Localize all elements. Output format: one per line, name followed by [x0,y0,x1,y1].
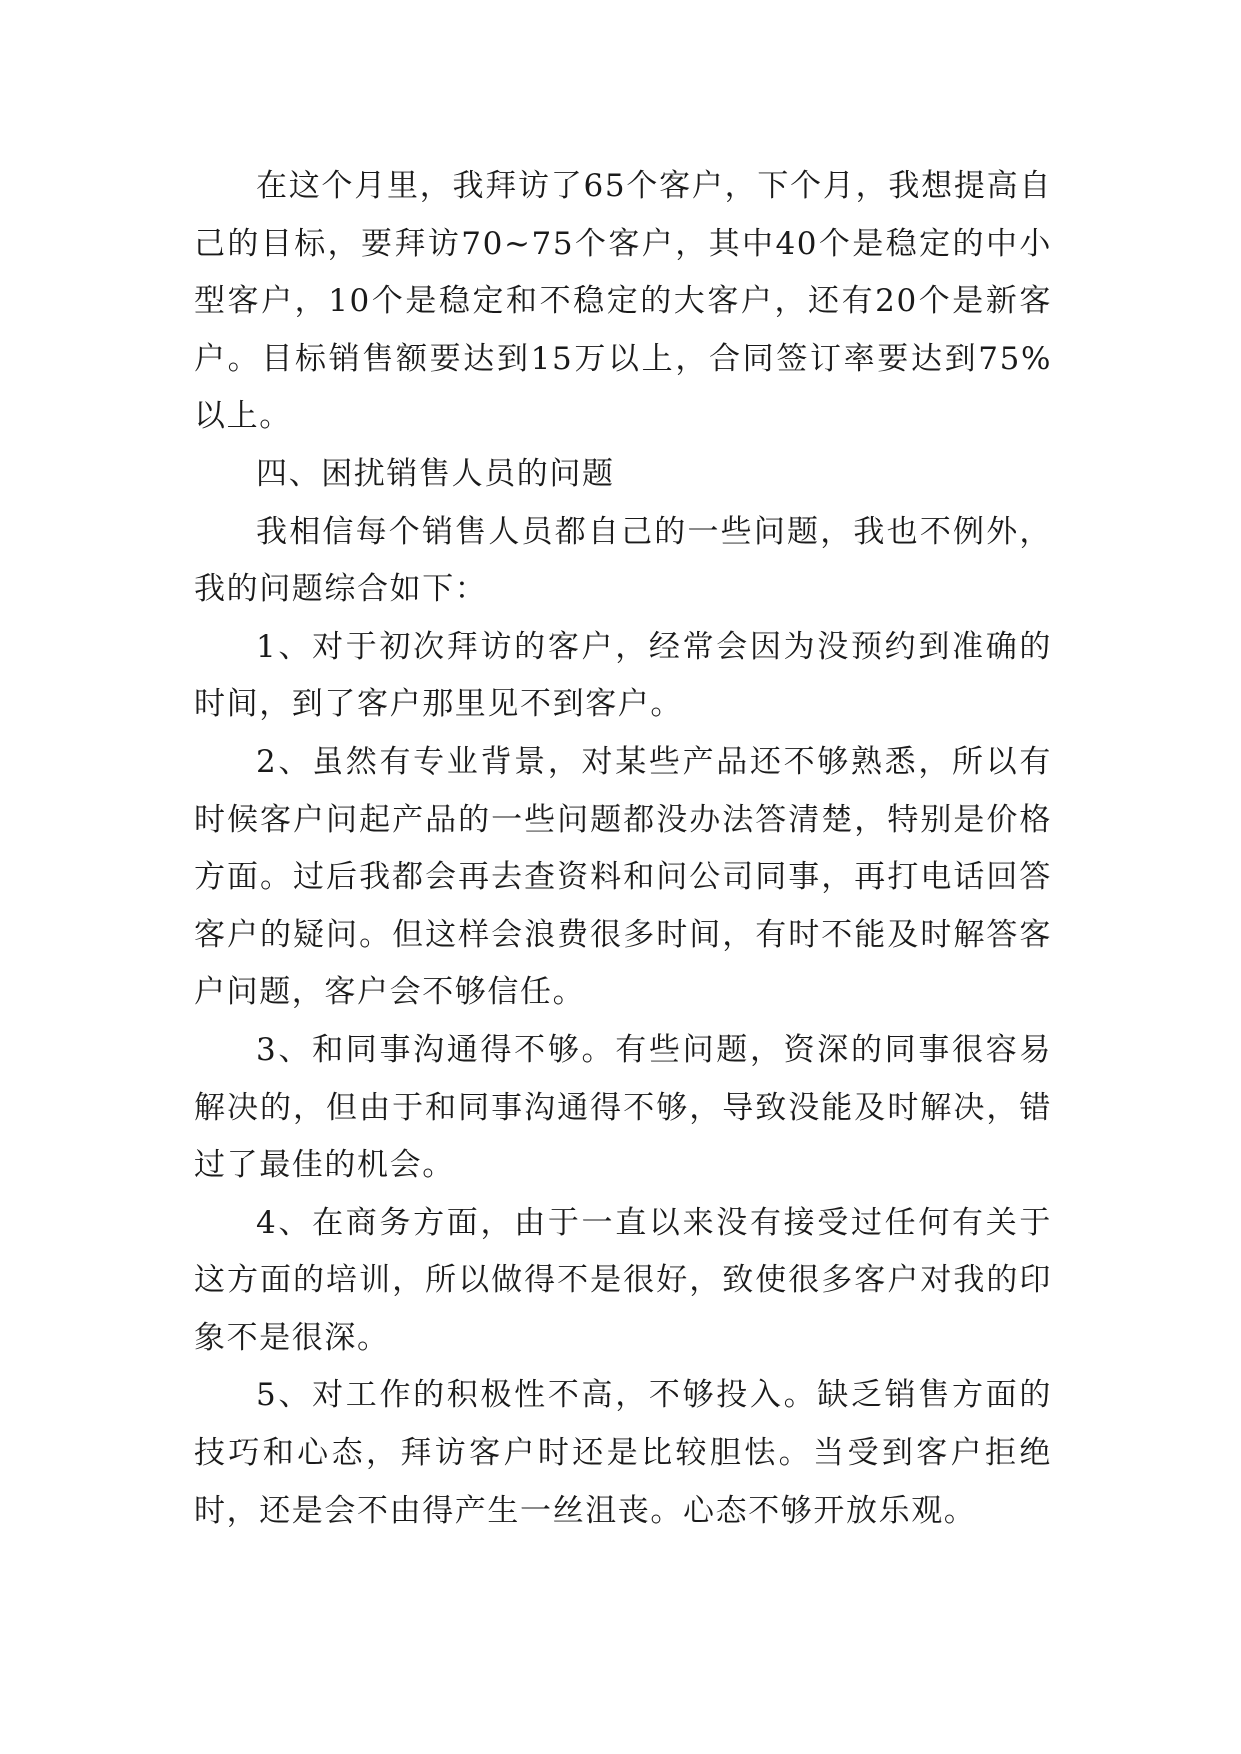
document-body [194,158,1052,1540]
list-item-problem-3: 3、和同事沟通得不够。有些问题，资深的同事很容易解决的，但由于和同事沟通得不够，导致没能及时解决，错过了最佳的机会。 [194,1031,1052,1184]
list-item-problem-4: 4、在商务方面，由于一直以来没有接受过任何有关于这方面的培训，所以做得不是很好，致使很多客户对我的印象不是很深。 [194,1204,1052,1356]
list-item-problem-1: 1、对于初次拜访的客户，经常会因为没预约到准确的时间，到了客户那里见不到客户。 [194,628,1052,723]
paragraph-intro-problems: 我相信每个销售人员都自己的一些问题，我也不例外，我的问题综合如下： [194,513,1052,608]
list-item-problem-5: 5、对工作的积极性不高，不够投入。缺乏销售方面的技巧和心态，拜访客户时还是比较胆怯。当受到客户拒绝时，还是会不由得产生一丝沮丧。心态不够开放乐观。 [194,1377,1052,1529]
list-item-problem-2: 2、虽然有专业背景，对某些产品还不够熟悉，所以有时候客户问起产品的一些问题都没办法答清楚，特别是价格方面。过后我都会再去查资料和问公司同事，再打电话回答客户的疑问。但这样会浪费很多时间，有时不能及时解答客户问题，客户会不够信任。 [194,743,1052,1011]
paragraph-visit-goals: 在这个月里，我拜访了65个客户，下个月，我想提高自己的目标，要拜访70~75个客户，其中40个是稳定的中小型客户，10个是稳定和不稳定的大客户，还有20个是新客户。目标销售额要达到15万以上，合同签订率要达到75%以上。 [194,168,1052,435]
section-heading: 四、困扰销售人员的问题 [256,455,615,492]
